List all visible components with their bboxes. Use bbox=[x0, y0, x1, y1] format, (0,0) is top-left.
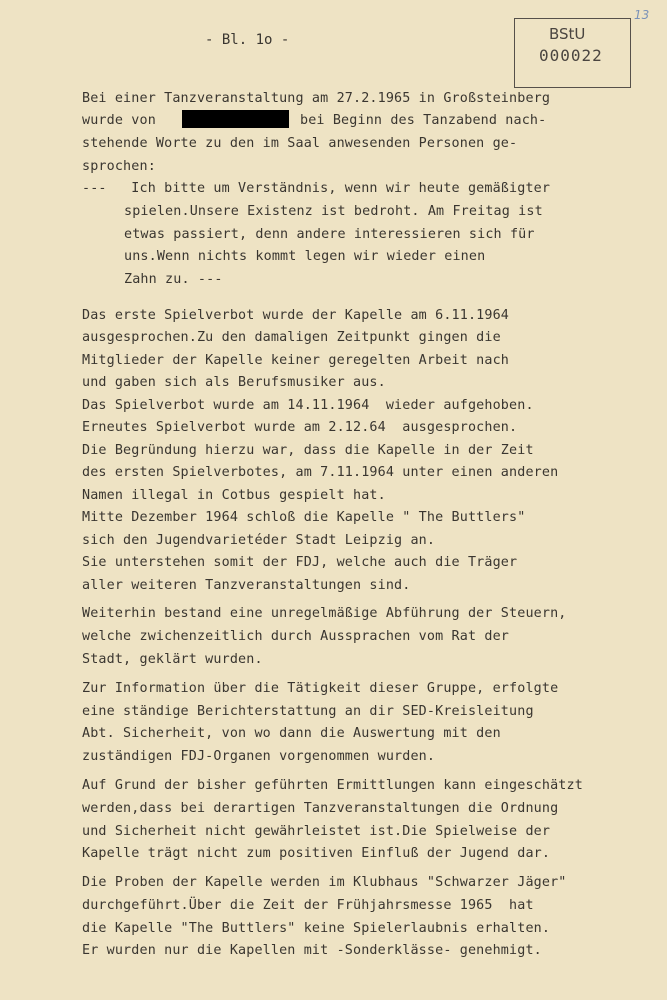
text-line: welche zwichenzeitlich durch Aussprachen vom Rat der bbox=[82, 629, 510, 644]
text-line: Das erste Spielverbot wurde der Kapelle am 6.11.1964 bbox=[82, 308, 510, 323]
quote-line: etwas passiert, denn andere interessieren sich für bbox=[124, 227, 535, 242]
text-line: Stadt, geklärt wurden. bbox=[82, 652, 263, 667]
text-line: bei Beginn des Tanzabend nach- bbox=[300, 113, 547, 128]
text-line: zuständigen FDJ-Organen vorgenommen wurden. bbox=[82, 749, 436, 764]
text-line: Bei einer Tanzveranstaltung am 27.2.1965 in Großsteinberg bbox=[82, 91, 551, 106]
text-line: Abt. Sicherheit, von wo dann die Auswertung mit den bbox=[82, 726, 501, 741]
text-line: wurde von bbox=[82, 113, 156, 128]
text-line: Auf Grund der bisher geführten Ermittlungen kann eingeschätzt bbox=[82, 778, 583, 793]
text-line: Das Spielverbot wurde am 14.11.1964 wieder aufgehoben. bbox=[82, 398, 534, 413]
text-line: Mitte Dezember 1964 schloß die Kapelle " The Buttlers" bbox=[82, 510, 526, 525]
text-line: und gaben sich als Berufsmusiker aus. bbox=[82, 375, 386, 390]
text-line: durchgeführt.Über die Zeit der Frühjahrsmesse 1965 hat bbox=[82, 898, 534, 913]
quote-line: spielen.Unsere Existenz ist bedroht. Am Freitag ist bbox=[124, 204, 543, 219]
text-line: eine ständige Berichterstattung an dir SED-Kreisleitung bbox=[82, 704, 534, 719]
text-line: Die Begründung hierzu war, dass die Kapelle in der Zeit bbox=[82, 443, 534, 458]
text-line: und Sicherheit nicht gewährleistet ist.Die Spielweise der bbox=[82, 824, 551, 839]
text-line: stehende Worte zu den im Saal anwesenden Personen ge- bbox=[82, 136, 518, 151]
stamp-archive-number: 000022 bbox=[539, 46, 603, 65]
text-line: die Kapelle "The Buttlers" keine Spielerlaubnis erhalten. bbox=[82, 921, 551, 936]
bstu-archive-stamp bbox=[514, 18, 631, 88]
text-line: Sie unterstehen somit der FDJ, welche auch die Träger bbox=[82, 555, 518, 570]
text-line: Zur Information über die Tätigkeit dieser Gruppe, erfolgte bbox=[82, 681, 559, 696]
text-line: des ersten Spielverbotes, am 7.11.1964 unter einen anderen bbox=[82, 465, 559, 480]
quote-line: Zahn zu. --- bbox=[124, 272, 223, 287]
redaction-bar bbox=[182, 110, 289, 128]
text-line: Weiterhin bestand eine unregelmäßige Abführung der Steuern, bbox=[82, 606, 567, 621]
text-line: Erneutes Spielverbot wurde am 2.12.64 ausgesprochen. bbox=[82, 420, 518, 435]
text-line: sprochen: bbox=[82, 159, 156, 174]
stamp-archive-label: BStU bbox=[549, 25, 586, 43]
text-line: Die Proben der Kapelle werden im Klubhaus "Schwarzer Jäger" bbox=[82, 875, 567, 890]
quote-line: --- Ich bitte um Verständnis, wenn wir heute gemäßigter bbox=[82, 181, 551, 196]
text-line: sich den Jugendvarietéder Stadt Leipzig an. bbox=[82, 533, 436, 548]
text-line: Kapelle trägt nicht zum positiven Einfluß der Jugend dar. bbox=[82, 846, 551, 861]
text-line: Namen illegal in Cotbus gespielt hat. bbox=[82, 488, 386, 503]
text-line: Er wurden nur die Kapellen mit -Sonderklässe- genehmigt. bbox=[82, 943, 542, 958]
text-line: ausgesprochen.Zu den damaligen Zeitpunkt gingen die bbox=[82, 330, 501, 345]
text-line: aller weiteren Tanzveranstaltungen sind. bbox=[82, 578, 411, 593]
quote-line: uns.Wenn nichts kommt legen wir wieder einen bbox=[124, 249, 486, 264]
text-line: werden,dass bei derartigen Tanzveranstaltungen die Ordnung bbox=[82, 801, 559, 816]
folio-number: - Bl. 1o - bbox=[205, 32, 290, 48]
handwritten-page-number: 13 bbox=[634, 8, 650, 22]
text-line: Mitglieder der Kapelle keiner geregelten Arbeit nach bbox=[82, 353, 510, 368]
